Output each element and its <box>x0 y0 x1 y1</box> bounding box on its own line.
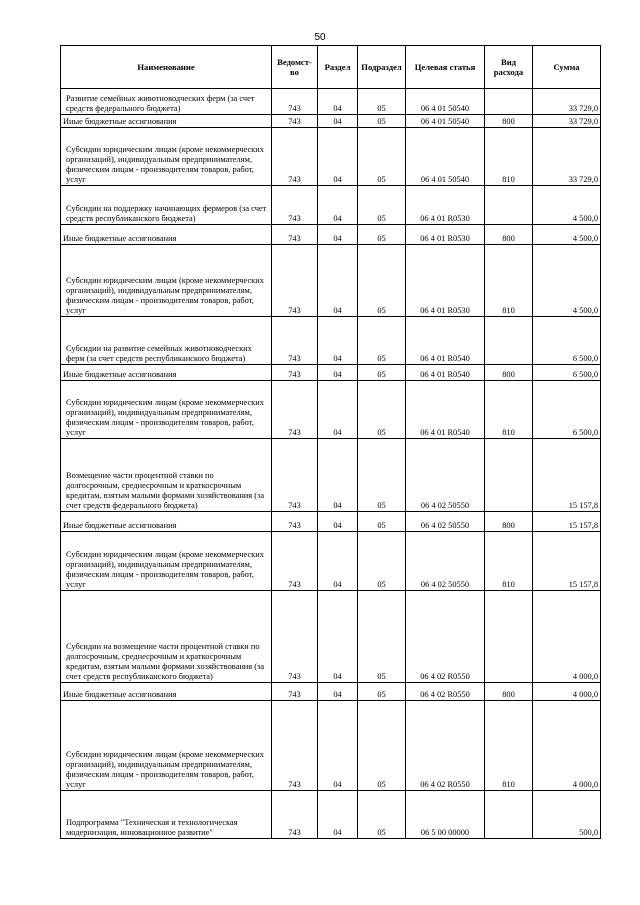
row-dept: 743 <box>272 439 318 512</box>
row-subsection: 05 <box>358 186 406 225</box>
row-subsection: 05 <box>358 512 406 532</box>
row-target: 06 4 01 50540 <box>406 128 485 186</box>
row-section: 04 <box>318 128 358 186</box>
row-target: 06 4 02 50550 <box>406 439 485 512</box>
row-sum: 6 500,0 <box>533 317 601 365</box>
table-row <box>61 317 601 365</box>
row-name: Субсидии юридическим лицам (кроме некоммерческих организаций), индивидуальным предпринимателям, физическим лицам - производителям товаров, работ, услуг <box>61 532 272 591</box>
header-sum: Сумма <box>533 46 601 89</box>
row-section: 04 <box>318 317 358 365</box>
row-target: 06 4 01 R0530 <box>406 225 485 245</box>
row-target: 06 4 01 R0530 <box>406 245 485 317</box>
row-type: 800 <box>485 683 533 701</box>
row-sum: 15 157,8 <box>533 512 601 532</box>
row-dept: 743 <box>272 128 318 186</box>
row-sum: 6 500,0 <box>533 365 601 381</box>
row-type <box>485 791 533 839</box>
row-section: 04 <box>318 225 358 245</box>
table-row <box>61 439 601 512</box>
row-section: 04 <box>318 381 358 439</box>
row-type: 800 <box>485 512 533 532</box>
row-section: 04 <box>318 365 358 381</box>
row-type <box>485 317 533 365</box>
row-name: Субсидии на развитие семейных животноводческих ферм (за счет средств республиканского бюджета) <box>61 317 272 365</box>
row-sum: 33 729,0 <box>533 89 601 115</box>
row-sum: 33 729,0 <box>533 115 601 128</box>
row-dept: 743 <box>272 245 318 317</box>
page-number: 50 <box>314 32 326 43</box>
row-sum: 6 500,0 <box>533 381 601 439</box>
row-dept: 743 <box>272 791 318 839</box>
row-section: 04 <box>318 186 358 225</box>
row-name: Возмещение части процентной ставки по долгосрочным, среднесрочным и краткосрочным кредитам, взятым малыми формами хозяйствования (за счет средств федерального бюджета) <box>61 439 272 512</box>
row-type <box>485 89 533 115</box>
row-dept: 743 <box>272 186 318 225</box>
row-subsection: 05 <box>358 701 406 791</box>
row-target: 06 4 02 R0550 <box>406 591 485 683</box>
table-row <box>61 245 601 317</box>
table-row <box>61 532 601 591</box>
header-dept: Ведомст-во <box>272 46 318 89</box>
table-row <box>61 365 601 381</box>
table-row <box>61 128 601 186</box>
row-type: 800 <box>485 115 533 128</box>
row-section: 04 <box>318 512 358 532</box>
row-name: Субсидии юридическим лицам (кроме некоммерческих организаций), индивидуальным предпринимателям, физическим лицам - производителям товаров, работ, услуг <box>61 381 272 439</box>
row-name: Иные бюджетные ассигнования <box>61 365 272 381</box>
row-type: 800 <box>485 365 533 381</box>
row-section: 04 <box>318 532 358 591</box>
row-section: 04 <box>318 591 358 683</box>
table-row <box>61 115 601 128</box>
header-name: Наименование <box>61 46 272 89</box>
table-row <box>61 683 601 701</box>
row-subsection: 05 <box>358 683 406 701</box>
row-section: 04 <box>318 701 358 791</box>
row-subsection: 05 <box>358 439 406 512</box>
row-target: 06 4 01 50540 <box>406 115 485 128</box>
row-sum: 15 157,8 <box>533 532 601 591</box>
row-type: 810 <box>485 532 533 591</box>
row-section: 04 <box>318 439 358 512</box>
row-name: Иные бюджетные ассигнования <box>61 225 272 245</box>
row-sum: 500,0 <box>533 791 601 839</box>
row-sum: 4 000,0 <box>533 683 601 701</box>
table-row <box>61 381 601 439</box>
row-subsection: 05 <box>358 89 406 115</box>
row-section: 04 <box>318 683 358 701</box>
row-dept: 743 <box>272 225 318 245</box>
row-target: 06 4 02 50550 <box>406 512 485 532</box>
row-target: 06 4 01 R0540 <box>406 365 485 381</box>
row-sum: 15 157,8 <box>533 439 601 512</box>
row-sum: 4 000,0 <box>533 591 601 683</box>
row-type <box>485 186 533 225</box>
row-subsection: 05 <box>358 128 406 186</box>
row-name: Субсидии на возмещение части процентной ставки по долгосрочным, среднесрочным и краткосрочным кредитам, взятым малыми формами хозяйствования (за счет средств республиканского бюджета) <box>61 591 272 683</box>
row-dept: 743 <box>272 365 318 381</box>
row-name: Развитие семейных животноводческих ферм (за счет средств федерального бюджета) <box>61 89 272 115</box>
row-sum: 4 500,0 <box>533 225 601 245</box>
row-sum: 4 500,0 <box>533 245 601 317</box>
row-name: Иные бюджетные ассигнования <box>61 115 272 128</box>
row-name: Субсидии на поддержку начинающих фермеров (за счет средств республиканского бюджета) <box>61 186 272 225</box>
row-target: 06 4 01 R0540 <box>406 317 485 365</box>
budget-table <box>60 45 601 839</box>
table-row <box>61 791 601 839</box>
row-dept: 743 <box>272 381 318 439</box>
row-type <box>485 439 533 512</box>
row-subsection: 05 <box>358 365 406 381</box>
row-name: Субсидии юридическим лицам (кроме некоммерческих организаций), индивидуальным предпринимателям, физическим лицам - производителям товаров, работ, услуг <box>61 701 272 791</box>
row-type: 810 <box>485 245 533 317</box>
row-section: 04 <box>318 89 358 115</box>
header-section: Раздел <box>318 46 358 89</box>
row-type: 810 <box>485 701 533 791</box>
table-header-row <box>61 46 601 89</box>
row-dept: 743 <box>272 683 318 701</box>
row-section: 04 <box>318 245 358 317</box>
row-subsection: 05 <box>358 317 406 365</box>
row-target: 06 4 02 R0550 <box>406 683 485 701</box>
row-name: Субсидии юридическим лицам (кроме некоммерческих организаций), индивидуальным предпринимателям, физическим лицам - производителям товаров, работ, услуг <box>61 128 272 186</box>
row-target: 06 5 00 00000 <box>406 791 485 839</box>
row-type: 800 <box>485 225 533 245</box>
row-type <box>485 591 533 683</box>
row-sum: 4 000,0 <box>533 701 601 791</box>
header-type: Вид расхода <box>485 46 533 89</box>
row-subsection: 05 <box>358 115 406 128</box>
table-row <box>61 89 601 115</box>
row-target: 06 4 01 R0530 <box>406 186 485 225</box>
row-subsection: 05 <box>358 381 406 439</box>
row-subsection: 05 <box>358 245 406 317</box>
row-name: Иные бюджетные ассигнования <box>61 683 272 701</box>
row-subsection: 05 <box>358 591 406 683</box>
row-subsection: 05 <box>358 791 406 839</box>
row-target: 06 4 02 R0550 <box>406 701 485 791</box>
row-sum: 33 729,0 <box>533 128 601 186</box>
row-sum: 4 500,0 <box>533 186 601 225</box>
row-target: 06 4 02 50550 <box>406 532 485 591</box>
table-row <box>61 701 601 791</box>
row-dept: 743 <box>272 317 318 365</box>
row-subsection: 05 <box>358 225 406 245</box>
row-dept: 743 <box>272 532 318 591</box>
row-name: Субсидии юридическим лицам (кроме некоммерческих организаций), индивидуальным предпринимателям, физическим лицам - производителям товаров, работ, услуг <box>61 245 272 317</box>
table-row <box>61 186 601 225</box>
row-dept: 743 <box>272 115 318 128</box>
row-name: Иные бюджетные ассигнования <box>61 512 272 532</box>
header-target: Целевая статья <box>406 46 485 89</box>
row-section: 04 <box>318 791 358 839</box>
row-dept: 743 <box>272 591 318 683</box>
row-section: 04 <box>318 115 358 128</box>
row-dept: 743 <box>272 701 318 791</box>
table-row <box>61 225 601 245</box>
row-type: 810 <box>485 381 533 439</box>
table-row <box>61 512 601 532</box>
row-target: 06 4 01 50540 <box>406 89 485 115</box>
row-target: 06 4 01 R0540 <box>406 381 485 439</box>
row-type: 810 <box>485 128 533 186</box>
row-dept: 743 <box>272 512 318 532</box>
row-subsection: 05 <box>358 532 406 591</box>
header-subsection: Подраздел <box>358 46 406 89</box>
table-row <box>61 591 601 683</box>
row-name: Подпрограмма "Техническая и технологическая модернизация, инновационное развитие" <box>61 791 272 839</box>
row-dept: 743 <box>272 89 318 115</box>
